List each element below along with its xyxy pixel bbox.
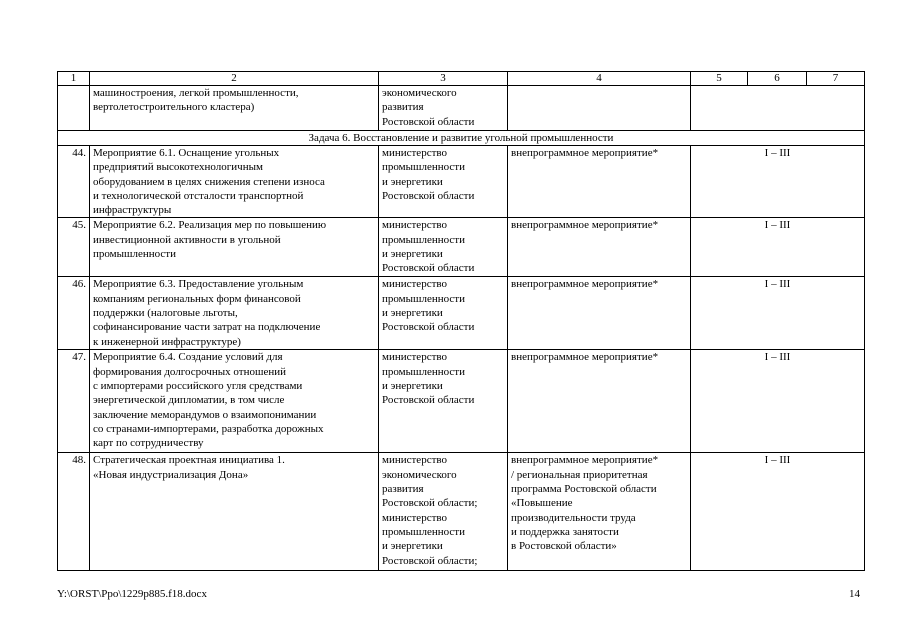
funding-source: внепрограммное мероприятие* / региональная приоритетная программа Ростовской области «Повышение производительности труда и поддержка занятости в Ростовской области» <box>508 453 691 571</box>
executor-cell: экономического развития Ростовской области <box>379 86 508 131</box>
executor: министерство промышленности и энергетики Ростовской области <box>379 218 508 277</box>
period-cell <box>691 86 865 131</box>
period: I – III <box>691 146 865 218</box>
column-header-3: 3 <box>379 72 508 86</box>
source-cell <box>508 86 691 131</box>
table-row <box>58 350 865 453</box>
row-number-cell <box>58 86 90 131</box>
measure-text: Мероприятие 6.2. Реализация мер по повышению инвестиционной активности в угольной промышленности <box>90 218 379 277</box>
period: I – III <box>691 218 865 277</box>
measure-text: Мероприятие 6.1. Оснащение угольных предприятий высокотехнологичным оборудованием в целях снижения степени износа и технологической отсталости транспортной инфраструктуры <box>90 146 379 218</box>
task-row <box>58 131 865 146</box>
measure-text: Стратегическая проектная инициатива 1. «Новая индустриализация Дона» <box>90 453 379 571</box>
table-row <box>58 146 865 218</box>
executor: министерство промышленности и энергетики Ростовской области <box>379 277 508 350</box>
row-number: 48. <box>58 453 90 571</box>
table-row <box>58 277 865 350</box>
funding-source: внепрограммное мероприятие* <box>508 350 691 453</box>
header-row <box>58 72 865 86</box>
period: I – III <box>691 277 865 350</box>
executor: министерство промышленности и энергетики Ростовской области <box>379 146 508 218</box>
task-title: Задача 6. Восстановление и развитие угольной промышленности <box>58 131 865 146</box>
funding-source: внепрограммное мероприятие* <box>508 277 691 350</box>
measure-text: Мероприятие 6.3. Предоставление угольным компаниям региональных форм финансовой поддержки (налоговые льготы, софинансирование части затрат на подключение к инженерной инфраструктуре) <box>90 277 379 350</box>
funding-source: внепрограммное мероприятие* <box>508 218 691 277</box>
page-number: 14 <box>849 588 860 600</box>
column-header-6: 6 <box>748 72 807 86</box>
funding-source: внепрограммное мероприятие* <box>508 146 691 218</box>
period: I – III <box>691 453 865 571</box>
row-number: 46. <box>58 277 90 350</box>
table-row <box>58 218 865 277</box>
period: I – III <box>691 350 865 453</box>
row-number: 45. <box>58 218 90 277</box>
column-header-2: 2 <box>90 72 379 86</box>
table-row <box>58 453 865 571</box>
row-number: 47. <box>58 350 90 453</box>
executor: министерство промышленности и энергетики Ростовской области <box>379 350 508 453</box>
column-header-1: 1 <box>58 72 90 86</box>
footer-file-path: Y:\ORST\Ppo\1229p885.f18.docx <box>57 588 207 600</box>
column-header-4: 4 <box>508 72 691 86</box>
row-number: 44. <box>58 146 90 218</box>
executor: министерство экономического развития Ростовской области; министерство промышленности и энергетики Ростовской области; <box>379 453 508 571</box>
column-header-5: 5 <box>691 72 748 86</box>
measure-text: Мероприятие 6.4. Создание условий для формирования долгосрочных отношений с импортерами российского угля средствами энергетической дипломатии, в том числе заключение меморандумов о взаимопонимании со странами-импортерами, разработка дорожных карт по сотрудничеству <box>90 350 379 453</box>
column-header-7: 7 <box>807 72 865 86</box>
measure-text-cell: машиностроения, легкой промышленности, вертолетостроительного кластера) <box>90 86 379 131</box>
program-table <box>57 71 865 571</box>
continuation-row <box>58 86 865 131</box>
